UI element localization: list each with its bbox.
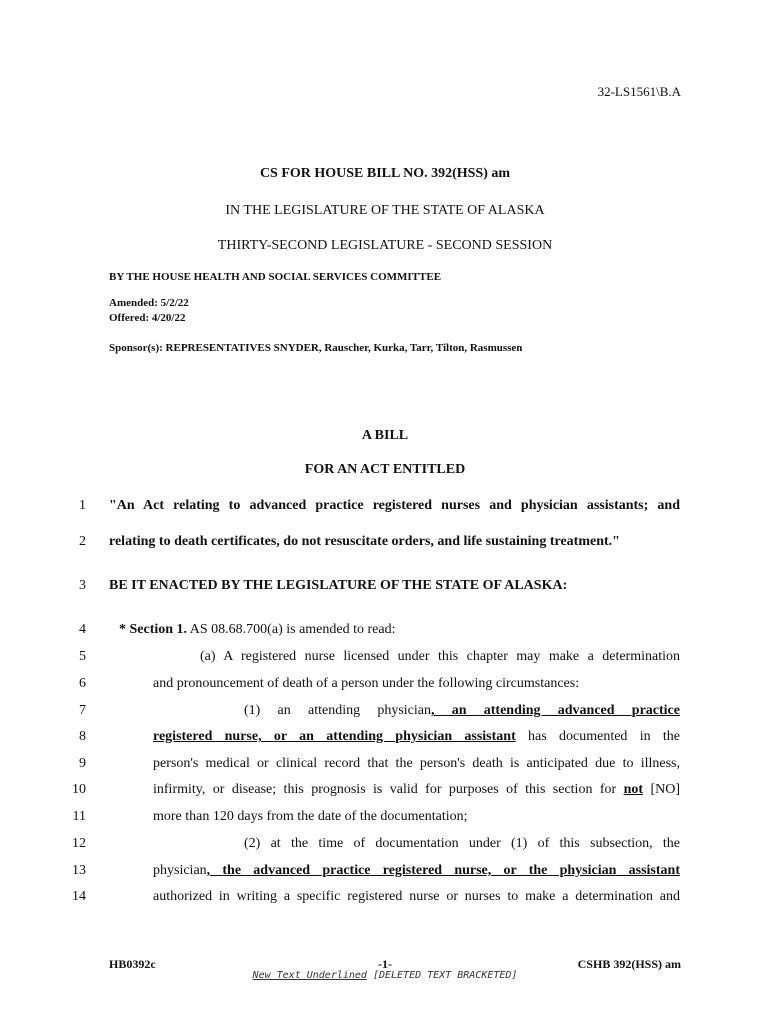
section-line [119, 622, 395, 638]
new-text: not [623, 782, 644, 797]
sponsors-line: Sponsor(s): REPRESENTATIVES SNYDER, Rauscher, Kurka, Tarr, Tilton, Rasmussen [109, 342, 523, 354]
line-number: 9 [79, 756, 86, 771]
line-number: 1 [79, 498, 86, 513]
bill-title: CS FOR HOUSE BILL NO. 392(HSS) am [259, 166, 511, 181]
footer-bill-name: CSHB 392(HSS) am [577, 957, 681, 971]
line-number: 10 [72, 782, 86, 797]
line-number: 6 [79, 676, 86, 691]
legend-deleted-text: [DELETED TEXT BRACKETED] [366, 970, 518, 981]
bill-text-line: (2) at the time of documentation under (1) of this subsection, the [244, 836, 680, 851]
bill-text-line: "An Act relating to advanced practice registered nurses and physician assistants; and [109, 498, 680, 513]
line-number: 12 [72, 836, 86, 851]
bill-text-line: person's medical or clinical record that the person's death is anticipated due to illness, [153, 756, 680, 771]
bill-text-line: and pronouncement of death of a person under the following circumstances: [153, 676, 580, 691]
bill-text-line [153, 782, 680, 798]
new-text: registered nurse, or an attending physician assistant [153, 729, 516, 744]
amended-date: Amended: 5/2/22 [109, 297, 189, 309]
bill-text-line [153, 729, 680, 745]
section-label: * Section 1. [119, 622, 188, 637]
line-number: 2 [79, 534, 86, 549]
line-number: 11 [72, 809, 86, 824]
page-number: -1- [378, 957, 392, 971]
document-id: 32-LS1561\B.A [597, 84, 681, 99]
bill-text-line: (a) A registered nurse licensed under this chapter may make a determination [200, 649, 680, 664]
legislature-line: IN THE LEGISLATURE OF THE STATE OF ALASKA [225, 203, 545, 218]
plain-text: has documented in the [515, 729, 681, 744]
new-text: , the advanced practice registered nurse, or the physician assistant [206, 863, 680, 878]
plain-text: infirmity, or disease; this prognosis is valid for purposes of this section for [153, 782, 624, 797]
bill-text-line [153, 863, 680, 879]
line-number: 4 [79, 622, 86, 637]
act-heading: FOR AN ACT ENTITLED [304, 462, 466, 477]
plain-text: physician [153, 863, 207, 878]
bill-heading: A BILL [361, 428, 409, 443]
committee-line: BY THE HOUSE HEALTH AND SOCIAL SERVICES COMMITTEE [109, 271, 442, 283]
footer-bill-code: HB0392c [109, 957, 156, 971]
line-number: 8 [79, 729, 86, 744]
new-text: , an attending advanced practice [431, 703, 680, 718]
line-number: 3 [79, 578, 86, 593]
plain-text: (1) an attending physician [244, 703, 431, 718]
offered-date: Offered: 4/20/22 [109, 312, 186, 324]
bill-text-line: relating to death certificates, do not resuscitate orders, and life sustaining treatment." [109, 534, 620, 549]
line-number: 13 [72, 863, 86, 878]
line-number: 14 [72, 889, 86, 904]
edit-legend [0, 970, 770, 981]
deleted-text: [NO] [643, 782, 680, 797]
bill-text-line: authorized in writing a specific registered nurse or nurses to make a determination and [153, 889, 680, 904]
session-line: THIRTY-SECOND LEGISLATURE - SECOND SESSION [217, 238, 553, 253]
legend-new-text: New Text Underlined [252, 970, 367, 981]
line-number: 7 [79, 703, 86, 718]
enacting-clause: BE IT ENACTED BY THE LEGISLATURE OF THE STATE OF ALASKA: [109, 578, 568, 593]
bill-text-line [244, 703, 680, 719]
bill-text-line: more than 120 days from the date of the documentation; [153, 809, 468, 824]
section-text: AS 08.68.700(a) is amended to read: [187, 622, 396, 637]
line-number: 5 [79, 649, 86, 664]
